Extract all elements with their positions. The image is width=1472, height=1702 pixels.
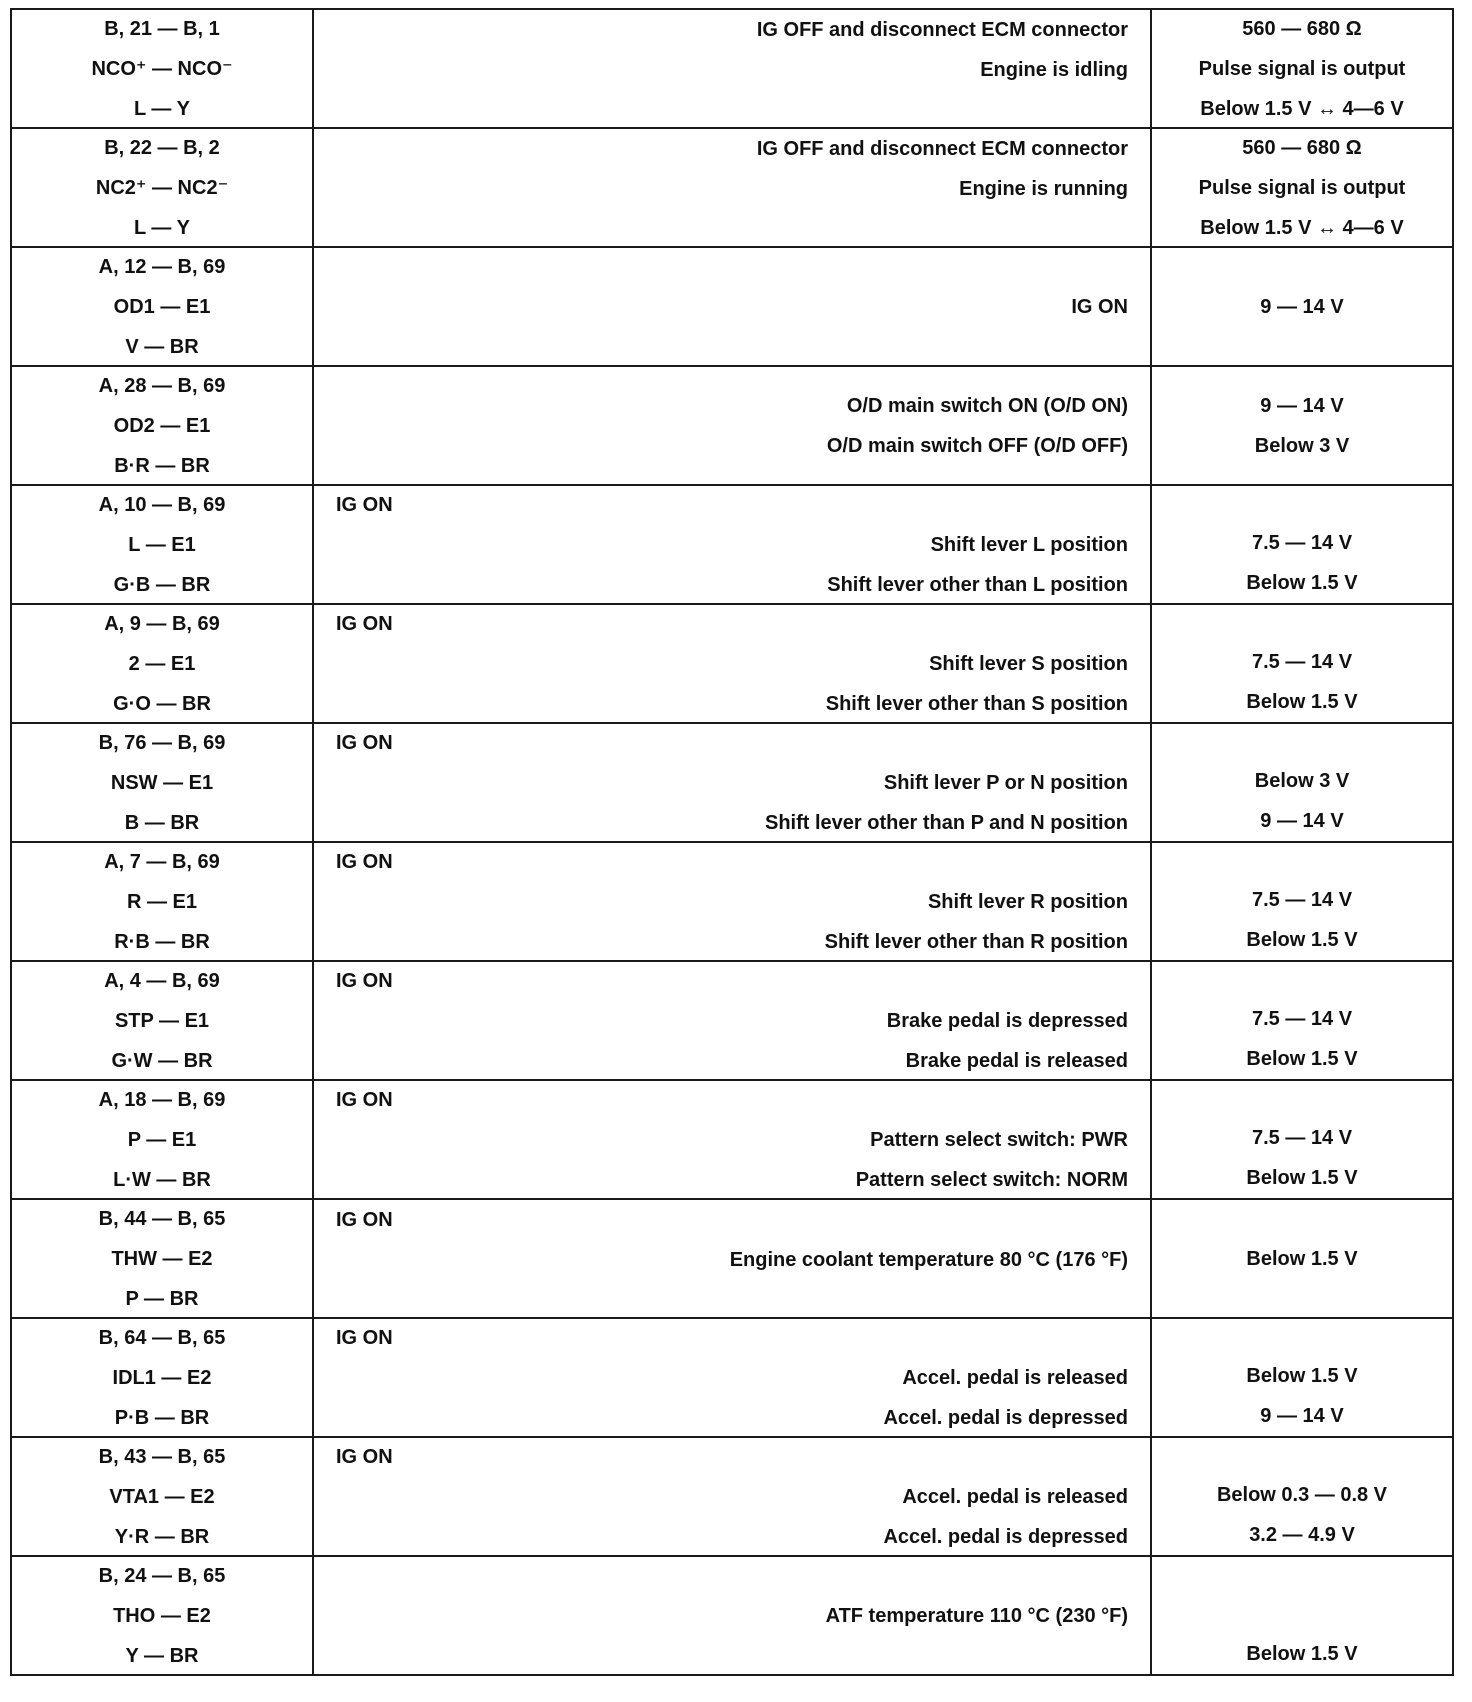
condition-text: IG OFF and disconnect ECM connector <box>756 138 1128 160</box>
condition-text <box>314 1280 1150 1317</box>
specified-value: Below 1.5 V <box>1246 1365 1358 1387</box>
condition-cell <box>313 485 1151 604</box>
specified-condition-cell <box>1151 9 1453 128</box>
specified-value: Below 3 V <box>1254 434 1350 457</box>
specified-condition-cell <box>1151 604 1453 723</box>
specified-value <box>1152 843 1452 880</box>
terminal-cell <box>11 1080 313 1199</box>
wire-colors: L — Y <box>134 216 190 239</box>
table-row <box>11 842 1453 961</box>
terminal-symbols: P — E1 <box>127 1128 197 1151</box>
condition-cell <box>313 723 1151 842</box>
condition-cell <box>313 128 1151 247</box>
specified-value: 9 — 14 V <box>1260 1405 1344 1427</box>
specified-condition-cell <box>1151 961 1453 1080</box>
condition-text: IG ON <box>336 1445 393 1468</box>
table-row <box>11 1437 1453 1556</box>
table-row <box>11 247 1453 366</box>
condition-text: Shift lever other than P and N position <box>765 811 1128 834</box>
wire-colors: B·R — BR <box>114 454 210 477</box>
terminal-connector-pins: A, 9 — B, 69 <box>104 612 220 635</box>
specified-condition-cell <box>1151 128 1453 247</box>
condition-text: Shift lever other than L position <box>827 573 1128 596</box>
specified-value <box>1152 1319 1452 1356</box>
terminal-symbols: VTA1 — E2 <box>109 1485 215 1508</box>
terminal-connector-pins: A, 7 — B, 69 <box>104 850 220 873</box>
table-body <box>11 9 1453 1675</box>
table-row <box>11 128 1453 247</box>
terminal-symbols: NSW — E1 <box>110 771 214 794</box>
specified-value: 7.5 — 14 V <box>1251 1008 1353 1030</box>
terminal-symbols: L — E1 <box>128 533 196 556</box>
condition-cell <box>313 366 1151 485</box>
condition-text: Engine coolant temperature 80 °C (176 °F) <box>729 1249 1128 1271</box>
terminal-connector-pins: B, 44 — B, 65 <box>98 1207 226 1230</box>
specified-value: 560 — 680 Ω <box>1242 17 1362 40</box>
specified-value <box>1152 1081 1452 1118</box>
condition-cell <box>313 247 1151 366</box>
wire-colors: R·B — BR <box>114 930 210 953</box>
specified-value: 7.5 — 14 V <box>1251 651 1353 673</box>
condition-cell <box>313 604 1151 723</box>
table-row <box>11 1556 1453 1675</box>
terminal-cell <box>11 128 313 247</box>
terminal-connector-pins: B, 64 — B, 65 <box>98 1326 226 1349</box>
terminal-cell <box>11 9 313 128</box>
terminal-cell <box>11 485 313 604</box>
specified-value: Below 1.5 V ↔ 4—6 V <box>1200 97 1404 120</box>
condition-text: Shift lever other than R position <box>824 930 1128 953</box>
terminal-symbols: THO — E2 <box>113 1604 211 1627</box>
condition-text <box>314 1557 1150 1596</box>
specified-value <box>1152 1596 1452 1635</box>
condition-text <box>314 209 1150 246</box>
specified-value <box>1152 1557 1452 1596</box>
condition-text: IG ON <box>336 850 393 873</box>
terminal-symbols: OD2 — E1 <box>113 414 211 437</box>
wire-colors: P — BR <box>125 1287 199 1310</box>
condition-cell <box>313 9 1151 128</box>
terminal-symbols: OD1 — E1 <box>113 295 211 318</box>
specified-value: Below 1.5 V <box>1246 929 1358 951</box>
terminal-cell <box>11 1199 313 1318</box>
condition-text: Accel. pedal is released <box>902 1485 1128 1508</box>
condition-text: Shift lever other than S position <box>825 692 1128 715</box>
condition-text: IG ON <box>1071 295 1128 318</box>
wire-colors: B — BR <box>124 811 200 834</box>
table-row <box>11 961 1453 1080</box>
condition-cell <box>313 1199 1151 1318</box>
specified-value: Pulse signal is output <box>1198 176 1406 199</box>
condition-text: Pattern select switch: PWR <box>870 1128 1128 1151</box>
terminal-connector-pins: B, 22 — B, 2 <box>104 136 220 159</box>
terminal-cell <box>11 723 313 842</box>
wire-colors: G·O — BR <box>113 692 211 715</box>
specified-condition-cell <box>1151 1199 1453 1318</box>
condition-text: Brake pedal is depressed <box>886 1009 1128 1032</box>
table-row <box>11 366 1453 485</box>
condition-text: ATF temperature 110 °C (230 °F) <box>825 1604 1128 1627</box>
wire-colors: G·B — BR <box>113 573 211 596</box>
specified-value: Below 1.5 V <box>1246 1643 1358 1665</box>
condition-text: IG ON <box>336 1326 393 1349</box>
condition-text: IG ON <box>336 1088 393 1111</box>
terminal-connector-pins: B, 76 — B, 69 <box>98 731 226 754</box>
specified-condition-cell <box>1151 1556 1453 1675</box>
wire-colors: G·W — BR <box>111 1049 213 1072</box>
terminal-cell <box>11 842 313 961</box>
terminal-cell <box>11 1556 313 1675</box>
terminal-connector-pins: A, 4 — B, 69 <box>104 969 220 992</box>
terminal-cell <box>11 1437 313 1556</box>
condition-text: O/D main switch OFF (O/D OFF) <box>826 434 1128 457</box>
condition-text: Shift lever L position <box>930 533 1128 556</box>
condition-text: Engine is idling <box>980 59 1128 81</box>
table-row <box>11 1080 1453 1199</box>
terminal-connector-pins: B, 43 — B, 65 <box>98 1445 226 1468</box>
condition-text: IG ON <box>336 731 393 754</box>
terminal-inspection-table-sheet <box>10 8 1452 1676</box>
specified-value: Below 1.5 V <box>1246 572 1358 594</box>
terminal-symbols: STP — E1 <box>114 1009 210 1032</box>
specified-value: 9 — 14 V <box>1260 295 1344 318</box>
terminal-connector-pins: A, 12 — B, 69 <box>98 255 226 278</box>
table-row <box>11 1199 1453 1318</box>
specified-value: Below 3 V <box>1254 770 1350 792</box>
terminal-symbols: THW — E2 <box>111 1247 213 1270</box>
condition-cell <box>313 1318 1151 1437</box>
specified-condition-cell <box>1151 1437 1453 1556</box>
specified-value <box>1152 1438 1452 1475</box>
specified-value: 7.5 — 14 V <box>1251 532 1353 554</box>
condition-cell <box>313 842 1151 961</box>
condition-cell <box>313 1437 1151 1556</box>
specified-value <box>1152 962 1452 999</box>
terminal-connector-pins: B, 21 — B, 1 <box>104 17 220 40</box>
terminal-cell <box>11 604 313 723</box>
terminal-symbols: NC2⁺ — NC2⁻ <box>95 176 229 199</box>
condition-text: Brake pedal is released <box>905 1049 1128 1072</box>
condition-text: IG ON <box>336 493 393 516</box>
wire-colors: Y — BR <box>125 1644 199 1667</box>
condition-text: IG ON <box>336 969 393 992</box>
terminal-connector-pins: A, 10 — B, 69 <box>98 493 226 516</box>
specified-value <box>1152 486 1452 523</box>
table-row <box>11 1318 1453 1437</box>
terminal-symbols: R — E1 <box>126 890 198 913</box>
specified-value <box>1152 724 1452 761</box>
specified-value: 7.5 — 14 V <box>1251 889 1353 911</box>
terminal-cell <box>11 247 313 366</box>
terminal-connector-pins: B, 24 — B, 65 <box>98 1564 226 1587</box>
specified-value: Pulse signal is output <box>1198 57 1406 80</box>
condition-text: Accel. pedal is depressed <box>883 1525 1128 1548</box>
specified-value: 7.5 — 14 V <box>1251 1127 1353 1149</box>
table-row <box>11 723 1453 842</box>
condition-text: Engine is running <box>959 178 1128 200</box>
wire-colors: L — Y <box>134 97 190 120</box>
terminal-connector-pins: A, 28 — B, 69 <box>98 374 226 397</box>
condition-text <box>314 1636 1150 1675</box>
condition-cell <box>313 961 1151 1080</box>
condition-text: Pattern select switch: NORM <box>855 1168 1128 1191</box>
specified-value: 9 — 14 V <box>1260 810 1344 832</box>
terminal-cell <box>11 961 313 1080</box>
table-row <box>11 604 1453 723</box>
specified-value: Below 1.5 V <box>1246 1048 1358 1070</box>
specified-condition-cell <box>1151 247 1453 366</box>
specified-value: 560 — 680 Ω <box>1242 136 1362 159</box>
specified-condition-cell <box>1151 723 1453 842</box>
specified-value: Below 1.5 V <box>1246 1247 1358 1270</box>
terminal-symbols: IDL1 — E2 <box>112 1366 212 1389</box>
specified-value: Below 1.5 V <box>1246 691 1358 713</box>
condition-text: Accel. pedal is released <box>902 1366 1128 1389</box>
wire-colors: Y·R — BR <box>114 1525 210 1548</box>
specified-value: Below 1.5 V <box>1246 1167 1358 1189</box>
specified-condition-cell <box>1151 485 1453 604</box>
terminal-connector-pins: A, 18 — B, 69 <box>98 1088 226 1111</box>
terminal-symbols: 2 — E1 <box>128 652 196 675</box>
terminal-cell <box>11 1318 313 1437</box>
condition-text: Shift lever P or N position <box>883 771 1128 794</box>
specified-value: Below 1.5 V ↔ 4—6 V <box>1200 216 1404 239</box>
specified-value: 3.2 — 4.9 V <box>1249 1524 1355 1546</box>
terminal-symbols: NCO⁺ — NCO⁻ <box>91 57 233 80</box>
table-row <box>11 9 1453 128</box>
specified-value <box>1152 1200 1452 1239</box>
specified-condition-cell <box>1151 1318 1453 1437</box>
specified-value <box>1152 605 1452 642</box>
condition-text: IG ON <box>336 1209 393 1231</box>
terminal-cell <box>11 366 313 485</box>
condition-text: IG OFF and disconnect ECM connector <box>756 19 1128 41</box>
condition-text: O/D main switch ON (O/D ON) <box>846 394 1128 417</box>
condition-text: Accel. pedal is depressed <box>883 1406 1128 1429</box>
condition-cell <box>313 1080 1151 1199</box>
condition-text: IG ON <box>336 612 393 635</box>
specified-value: Below 0.3 — 0.8 V <box>1216 1484 1388 1506</box>
specified-value <box>1152 1279 1452 1318</box>
specified-value: 9 — 14 V <box>1260 394 1344 417</box>
condition-text: Shift lever R position <box>927 890 1128 913</box>
table-row <box>11 485 1453 604</box>
wire-colors: P·B — BR <box>114 1406 210 1429</box>
wire-colors: L·W — BR <box>113 1168 211 1191</box>
terminal-inspection-table <box>10 8 1454 1676</box>
condition-cell <box>313 1556 1151 1675</box>
specified-condition-cell <box>1151 1080 1453 1199</box>
condition-text <box>314 90 1150 127</box>
condition-text: Shift lever S position <box>929 652 1128 675</box>
specified-condition-cell <box>1151 366 1453 485</box>
specified-condition-cell <box>1151 842 1453 961</box>
wire-colors: V — BR <box>125 335 199 358</box>
